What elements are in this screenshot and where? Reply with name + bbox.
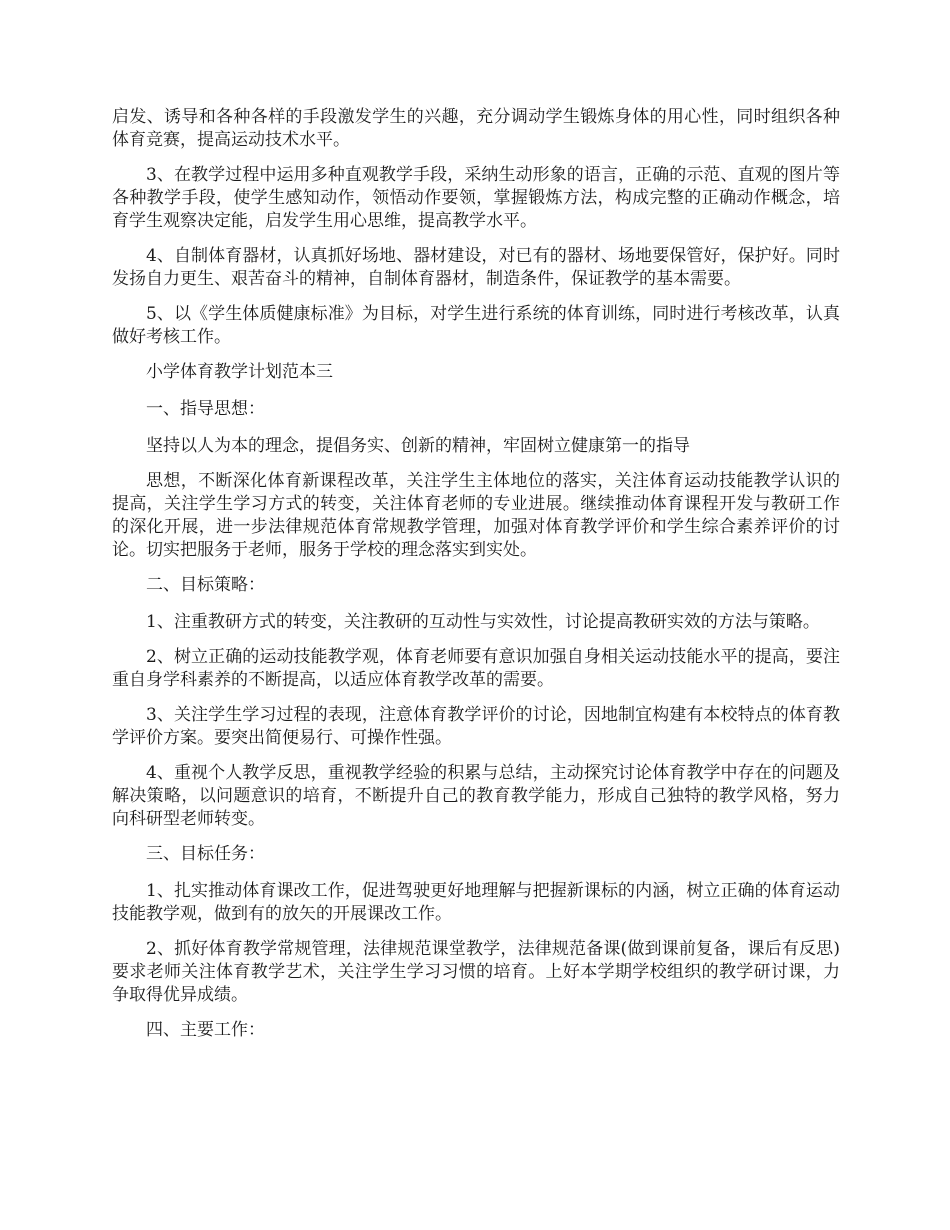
paragraph-strategy-3: 3、关注学生学习过程的表现，注意体育教学评价的讨论，因地制宜构建有本校特点的体育教学评价方案。要突出简便易行、可操作性强。 [112, 705, 840, 748]
heading-target-task: 三、目标任务： [146, 844, 265, 864]
heading-main-work: 四、主要工作： [146, 1020, 265, 1040]
paragraph-strategy-2: 2、树立正确的运动技能教学观，体育老师要有意识加强自身相关运动技能水平的提高，要注重自身学科素养的不断提高，以适应体育教学改革的需要。 [112, 647, 840, 690]
paragraph-item-5: 5、以《学生体质健康标准》为目标，对学生进行系统的体育训练，同时进行考核改革，认真做好考核工作。 [112, 304, 840, 347]
paragraph-task-1: 1、扎实推动体育课改工作，促进驾驶更好地理解与把握新课标的内涵，树立正确的体育运动技能教学观，做到有的放矢的开展课改工作。 [112, 881, 840, 924]
paragraph-strategy-1: 1、注重教研方式的转变，关注教研的互动性与实效性，讨论提高教研实效的方法与策略。 [146, 612, 820, 632]
heading-target-strategy: 二、目标策略： [146, 575, 265, 595]
paragraph-item-4: 4、自制体育器材，认真抓好场地、器材建设，对已有的器材、场地要保管好，保护好。同时发扬自力更生、艰苦奋斗的精神，自制体育器材，制造条件，保证教学的基本需要。 [112, 246, 840, 289]
section-title: 小学体育教学计划范本三 [146, 362, 333, 382]
paragraph-guiding-intro: 坚持以人为本的理念，提倡务实、创新的精神，牢固树立健康第一的指导 [146, 436, 690, 456]
paragraph-continuation: 启发、诱导和各种各样的手段激发学生的兴趣，充分调动学生锻炼身体的用心性，同时组织各种体育竞赛，提高运动技术水平。 [112, 107, 840, 150]
heading-guiding-thought: 一、指导思想： [146, 399, 265, 419]
document-body [112, 106, 840, 1056]
paragraph-guiding-body: 思想，不断深化体育新课程改革，关注学生主体地位的落实，关注体育运动技能教学认识的提高，关注学生学习方式的转变，关注体育老师的专业进展。继续推动体育课程开发与教研工作的深化开展，进一步法律规范体育常规教学管理，加强对体育教学评价和学生综合素养评价的讨论。切实把服务于老师，服务于学校的理念落实到实处。 [112, 471, 840, 560]
paragraph-task-2: 2、抓好体育教学常规管理，法律规范课堂教学，法律规范备课(做到课前复备，课后有反思)要求老师关注体育教学艺术，关注学生学习习惯的培育。上好本学期学校组织的教学研讨课，力争取得优异成绩。 [112, 939, 840, 1005]
paragraph-item-3: 3、在教学过程中运用多种直观教学手段，采纳生动形象的语言，正确的示范、直观的图片等各种教学手段，使学生感知动作，领悟动作要领，掌握锻炼方法，构成完整的正确动作概念，培育学生观察决定能，启发学生用心思维，提高教学水平。 [112, 165, 840, 231]
paragraph-strategy-4: 4、重视个人教学反思，重视教学经验的积累与总结，主动探究讨论体育教学中存在的问题及解决策略，以问题意识的培育，不断提升自己的教育教学能力，形成自己独特的教学风格，努力向科研型老师转变。 [112, 763, 840, 829]
